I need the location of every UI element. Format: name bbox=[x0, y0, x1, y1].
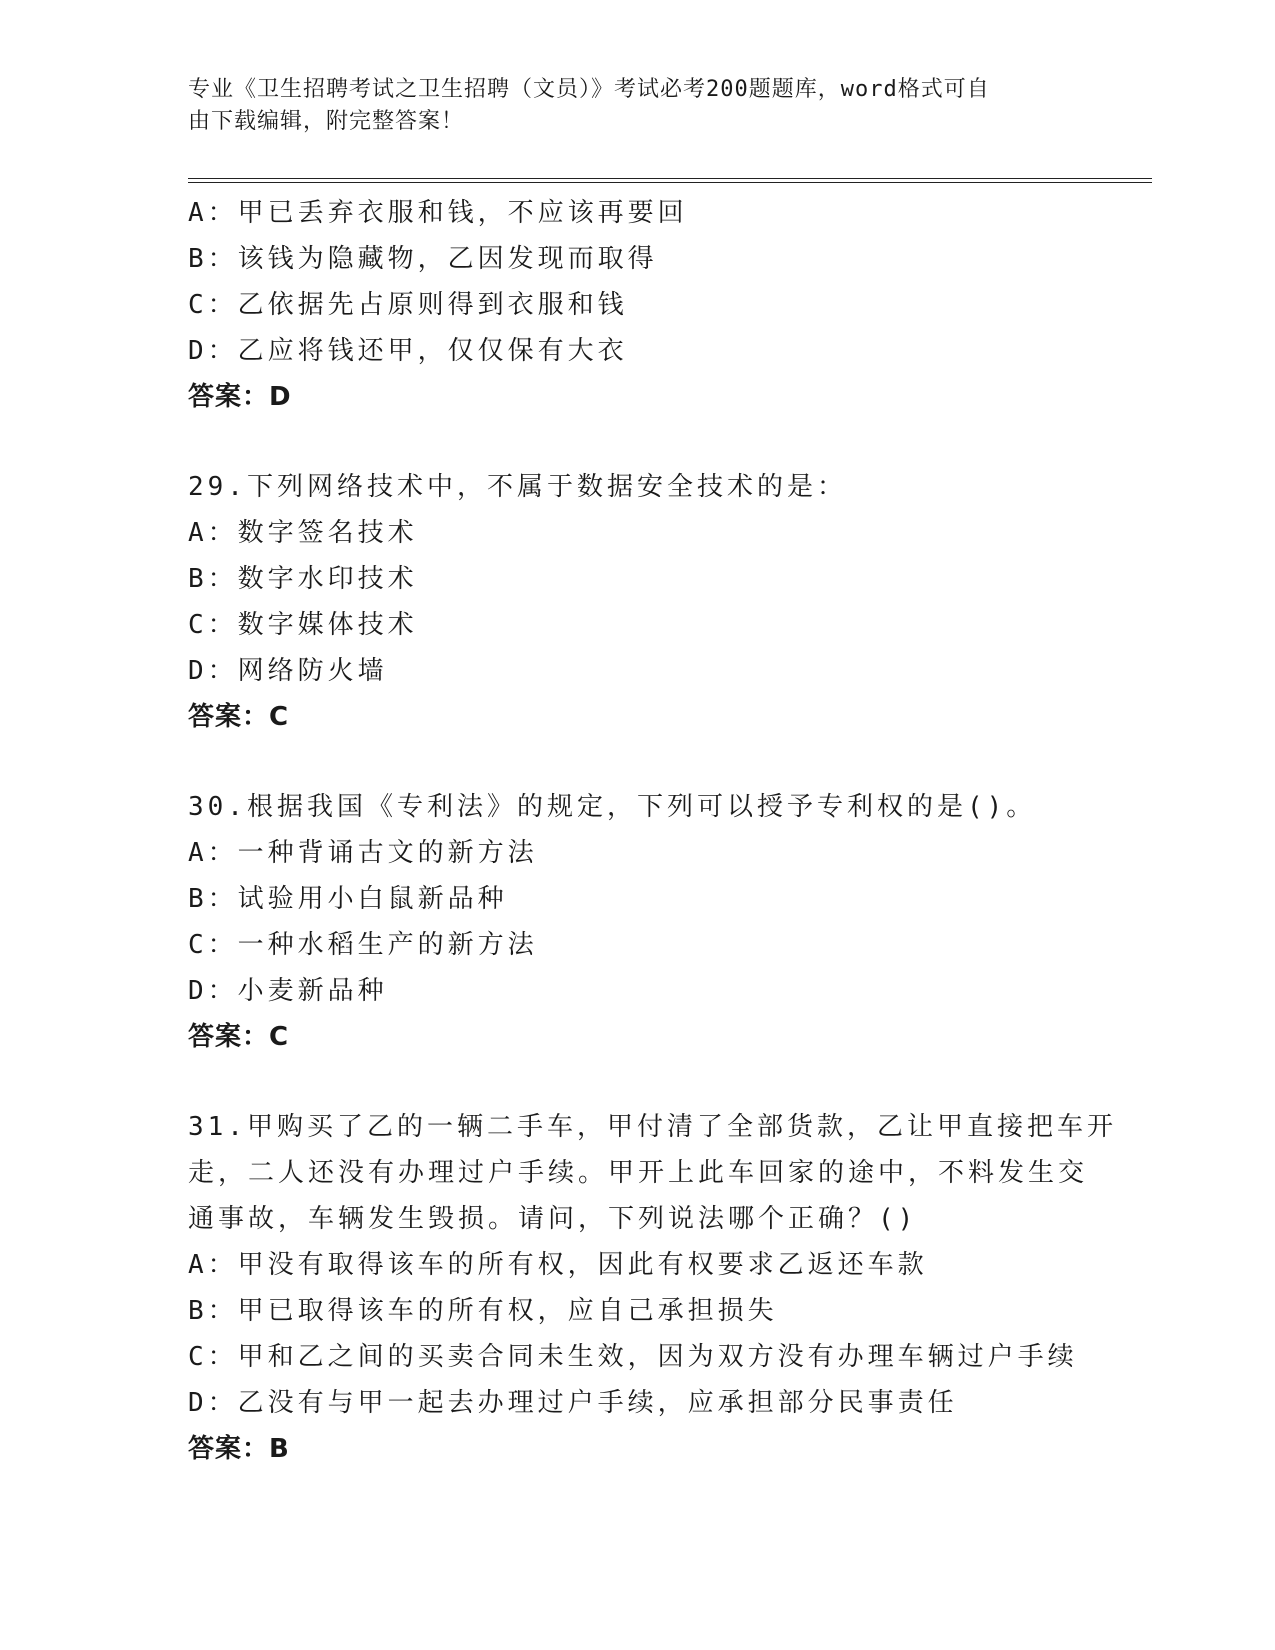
option-b: B：试验用小白鼠新品种 bbox=[188, 884, 508, 914]
option-b: B：数字水印技术 bbox=[188, 564, 418, 594]
question-stem-line-2: 走，二人还没有办理过户手续。甲开上此车回家的途中，不料发生交 bbox=[188, 1158, 1089, 1188]
option-d: D：乙应将钱还甲，仅仅保有大衣 bbox=[188, 336, 628, 366]
header-line-1: 专业《卫生招聘考试之卫生招聘（文员）》考试必考200题题库，word格式可自 bbox=[188, 77, 990, 102]
option-c: C：数字媒体技术 bbox=[188, 610, 418, 640]
answer-line: 答案：C bbox=[188, 702, 290, 732]
question-block-28 bbox=[188, 190, 1088, 420]
header-line-2: 由下载编辑，附完整答案！ bbox=[188, 109, 465, 134]
option-a: A：甲没有取得该车的所有权，因此有权要求乙返还车款 bbox=[188, 1250, 928, 1280]
option-a: A：数字签名技术 bbox=[188, 518, 418, 548]
question-block-30 bbox=[188, 784, 1088, 1060]
option-a: A：甲已丢弃衣服和钱，不应该再要回 bbox=[188, 198, 688, 228]
question-stem: 29.下列网络技术中，不属于数据安全技术的是： bbox=[188, 472, 847, 502]
option-b: B：该钱为隐藏物，乙因发现而取得 bbox=[188, 244, 658, 274]
question-stem-line-3: 通事故，车辆发生毁损。请问，下列说法哪个正确？() bbox=[188, 1204, 918, 1234]
header-divider-bottom bbox=[188, 182, 1152, 183]
question-stem-line-1: 31.甲购买了乙的一辆二手车，甲付清了全部货款，乙让甲直接把车开 bbox=[188, 1112, 1117, 1142]
option-c: C：甲和乙之间的买卖合同未生效，因为双方没有办理车辆过户手续 bbox=[188, 1342, 1078, 1372]
question-block-29 bbox=[188, 464, 1088, 740]
spacer bbox=[188, 420, 1088, 464]
option-a: A：一种背诵古文的新方法 bbox=[188, 838, 538, 868]
option-d: D：小麦新品种 bbox=[188, 976, 388, 1006]
question-block-31 bbox=[188, 1104, 1117, 1472]
question-list bbox=[188, 190, 1117, 1472]
answer-line: 答案：B bbox=[188, 1434, 290, 1464]
spacer bbox=[188, 1060, 1088, 1104]
option-c: C：一种水稻生产的新方法 bbox=[188, 930, 538, 960]
question-stem: 30.根据我国《专利法》的规定，下列可以授予专利权的是()。 bbox=[188, 792, 1037, 822]
header-divider-top bbox=[188, 178, 1152, 179]
spacer bbox=[188, 740, 1088, 784]
option-d: D：网络防火墙 bbox=[188, 656, 388, 686]
document-header bbox=[188, 74, 1068, 138]
option-d: D：乙没有与甲一起去办理过户手续，应承担部分民事责任 bbox=[188, 1388, 958, 1418]
answer-line: 答案：C bbox=[188, 1022, 290, 1052]
option-c: C：乙依据先占原则得到衣服和钱 bbox=[188, 290, 628, 320]
answer-line: 答案：D bbox=[188, 382, 292, 412]
option-b: B：甲已取得该车的所有权，应自己承担损失 bbox=[188, 1296, 778, 1326]
